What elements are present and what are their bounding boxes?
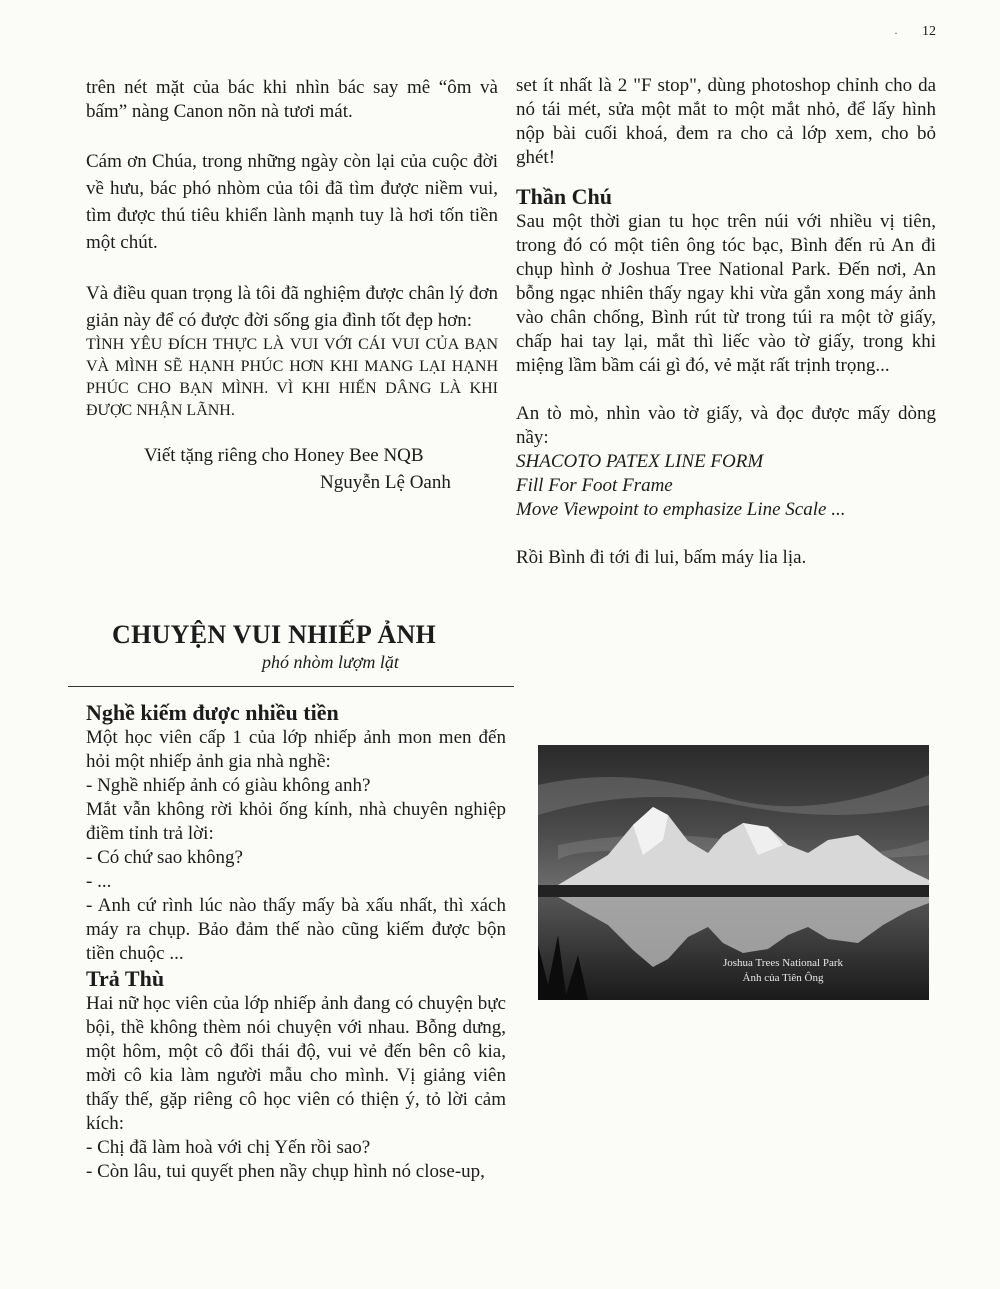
paragraph: set ít nhất là 2 "F stop", dùng photoshop chỉnh cho da nó tái mét, sửa một mắt to một mắt nhỏ, để lấy hình nộp bài cuối khoá, đem ra cho cả lớp xem, cho bỏ ghét! <box>516 75 936 168</box>
heading-than-chu: Thần Chú <box>516 184 613 209</box>
caption-line: Ảnh của Tiên Ông <box>742 972 824 984</box>
text-line: - ... <box>86 871 112 892</box>
text-line: - Nghề nhiếp ảnh có giàu không anh? <box>86 775 371 796</box>
heading-tra-thu: Trả Thù <box>86 966 165 991</box>
photo-caption <box>688 956 878 986</box>
right-column-top <box>516 74 936 570</box>
text-line: - Còn lâu, tui quyết phen nầy chụp hình nó close-up, <box>86 1161 485 1182</box>
paragraph: Cám ơn Chúa, trong những ngày còn lại của cuộc đời về hưu, bác phó nhòm của tôi đã tìm được niềm vui, tìm được thú tiêu khiển lành mạnh tuy là hơi tốn tiền một chút. <box>86 151 498 253</box>
section-title: CHUYỆN VUI NHIẾP ẢNH <box>112 620 437 649</box>
paragraph: Và điều quan trọng là tôi đã nghiệm được chân lý đơn giản này để có được đời sống gia đình tốt đẹp hơn: <box>86 283 498 331</box>
page-number: 12 <box>922 24 936 39</box>
text-line: - Có chứ sao không? <box>86 847 243 868</box>
paragraph: trên nét mặt của bác khi nhìn bác say mê “ôm và bấm” nàng Canon nõn nà tươi mát. <box>86 77 498 122</box>
text-line: Hai nữ học viên của lớp nhiếp ảnh đang có chuyện bực bội, thề không thèm nói chuyện với nhau. Bỗng dưng, một hôm, một cô đổi thái độ, vui vẻ đến bên cô kia, mời cô kia làm người mẫu cho mình. Vị giảng viên thấy thế, gặp riêng cô học viên có thiện ý, tỏ lời cảm kích: <box>86 993 506 1134</box>
text-line: - Chị đã làm hoà với chị Yến rồi sao? <box>86 1137 371 1158</box>
heading-nghe-kiem-tien: Nghề kiếm được nhiều tiền <box>86 700 339 725</box>
landscape-photo <box>538 745 929 1000</box>
section-subtitle: phó nhòm lượm lặt <box>262 652 399 672</box>
signature-block <box>86 442 498 496</box>
incantation-line: SHACOTO PATEX LINE FORM <box>516 451 764 472</box>
paragraph: Rồi Bình đi tới đi lui, bấm máy lia lịa. <box>516 547 807 568</box>
page-dot: · <box>894 26 898 40</box>
dedication-line: Viết tặng riêng cho Honey Bee NQB <box>144 445 424 466</box>
left-column-top <box>86 76 498 496</box>
caption-line: Joshua Trees National Park <box>722 957 844 969</box>
paragraph: Sau một thời gian tu học trên núi với nhiều vị tiên, trong đó có một tiên ông tóc bạc, Bình đến rủ An đi chụp hình ở Joshua Tree National Park. Đến nơi, An bỗng ngạc nhiên thấy ngay khi vừa gắn xong máy ảnh vào chân chống, Bình rút từ trong túi ra một tờ giấy, chấp hai tay lại, mắt thì liếc vào tờ giấy, trong khi miệng lầm bầm cái gì đó, vẻ mặt rất trịnh trọng... <box>516 211 936 376</box>
text-line: - Anh cứ rình lúc nào thấy mấy bà xấu nhất, thì xách máy ra chụp. Bảo đảm thế nào cũng kiếm được bộn tiền chuộc ... <box>86 895 506 964</box>
divider <box>68 686 514 687</box>
text-line: Một học viên cấp 1 của lớp nhiếp ảnh mon men đến hỏi một nhiếp ảnh gia nhà nghề: <box>86 727 506 772</box>
text-line: Mắt vẫn không rời khỏi ống kính, nhà chuyên nghiệp điềm tỉnh trả lời: <box>86 799 506 844</box>
paragraph: An tò mò, nhìn vào tờ giấy, và đọc được mấy dòng nầy: <box>516 403 936 448</box>
incantation-line: Move Viewpoint to emphasize Line Scale ... <box>516 499 846 520</box>
capitalized-maxim: TÌNH YÊU ĐÍCH THỰC LÀ VUI VỚI CÁI VUI CỦA BẠN VÀ MÌNH SẼ HẠNH PHÚC HƠN KHI MANG LẠI HẠNH PHÚC CHO BẠN MÌNH. VÌ KHI HIẾN DÂNG LÀ KHI ĐƯỢC NHẬN LÃNH. <box>86 336 498 419</box>
incantation-line: Fill For Foot Frame <box>516 475 673 496</box>
author-name: Nguyễn Lệ Oanh <box>320 472 451 493</box>
left-column-bottom <box>86 700 506 1184</box>
